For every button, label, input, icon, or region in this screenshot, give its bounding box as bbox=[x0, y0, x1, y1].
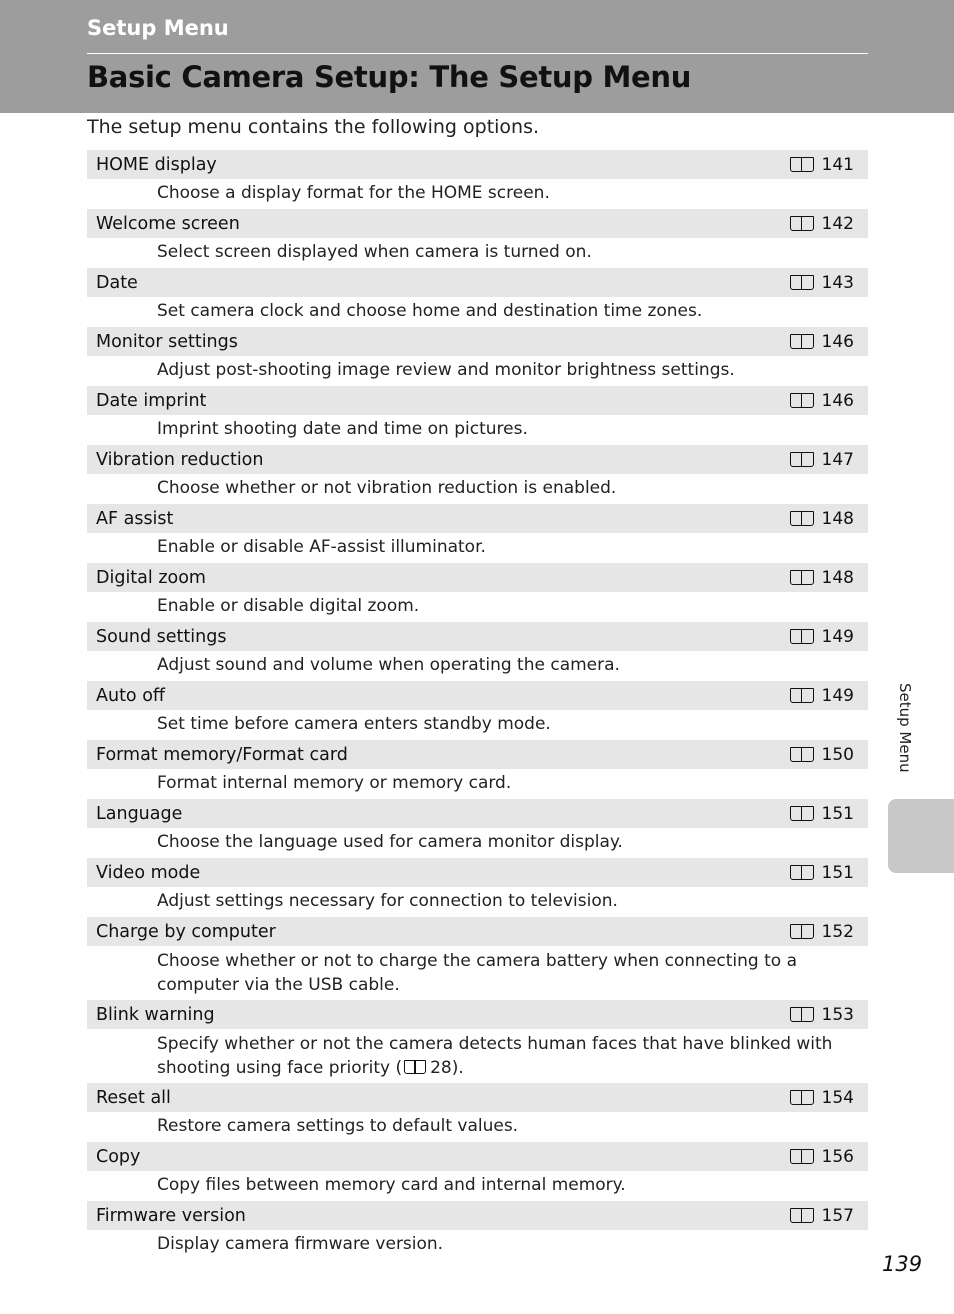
option-name: Copy bbox=[96, 1146, 141, 1167]
option-description: Choose whether or not to charge the camera battery when connecting to a computer via the USB cable. bbox=[157, 951, 797, 995]
option-name: AF assist bbox=[96, 508, 174, 529]
page-reference bbox=[790, 386, 854, 415]
option-name: Monitor settings bbox=[96, 331, 238, 352]
option-name: Sound settings bbox=[96, 626, 227, 647]
page-reference bbox=[790, 622, 854, 651]
book-icon bbox=[790, 452, 814, 467]
option-description bbox=[87, 1029, 868, 1083]
page-title: Basic Camera Setup: The Setup Menu bbox=[87, 60, 692, 94]
option-name: Date imprint bbox=[96, 390, 207, 411]
page-number-ref: 146 bbox=[821, 390, 854, 411]
side-section-label: Setup Menu bbox=[896, 683, 914, 773]
option-row-welcome-screen bbox=[87, 209, 868, 238]
option-row-copy bbox=[87, 1142, 868, 1171]
book-icon bbox=[790, 393, 814, 408]
page-reference bbox=[790, 681, 854, 710]
book-icon bbox=[790, 924, 814, 939]
page-reference bbox=[790, 1083, 854, 1112]
book-icon bbox=[790, 275, 814, 290]
page-number-ref: 151 bbox=[821, 862, 854, 883]
option-row-format-memory bbox=[87, 740, 868, 769]
option-name: Digital zoom bbox=[96, 567, 206, 588]
option-name: Welcome screen bbox=[96, 213, 240, 234]
option-description: Restore camera settings to default values. bbox=[157, 1116, 519, 1136]
option-description: Choose whether or not vibration reduction is enabled. bbox=[157, 478, 617, 498]
option-name: Auto off bbox=[96, 685, 165, 706]
page-number-ref: 151 bbox=[821, 803, 854, 824]
option-description: Format internal memory or memory card. bbox=[157, 773, 512, 793]
option-row-language bbox=[87, 799, 868, 828]
page-number-ref: 150 bbox=[821, 744, 854, 765]
page-number: 139 bbox=[882, 1252, 923, 1276]
option-row-auto-off bbox=[87, 681, 868, 710]
book-icon bbox=[790, 1208, 814, 1223]
option-name: Vibration reduction bbox=[96, 449, 264, 470]
page-reference bbox=[790, 327, 854, 356]
option-row-firmware-version bbox=[87, 1201, 868, 1230]
option-description: Adjust settings necessary for connection to television. bbox=[157, 891, 618, 911]
page-number-ref: 148 bbox=[821, 508, 854, 529]
page-number-ref: 146 bbox=[821, 331, 854, 352]
page-number-ref: 143 bbox=[821, 272, 854, 293]
option-name: Firmware version bbox=[96, 1205, 246, 1226]
book-icon bbox=[790, 1007, 814, 1022]
page-reference bbox=[790, 563, 854, 592]
option-row-blink-warning bbox=[87, 1000, 868, 1029]
inline-page-ref: 28 bbox=[430, 1058, 452, 1078]
page-reference bbox=[790, 445, 854, 474]
option-row-home-display bbox=[87, 150, 868, 179]
book-icon bbox=[790, 747, 814, 762]
section-title: Setup Menu bbox=[87, 16, 229, 40]
page-reference bbox=[790, 504, 854, 533]
header-divider bbox=[87, 53, 868, 54]
option-row-vibration-reduction bbox=[87, 445, 868, 474]
option-description: Choose the language used for camera monitor display. bbox=[157, 832, 623, 852]
page-number-ref: 141 bbox=[821, 154, 854, 175]
header-band bbox=[0, 0, 954, 113]
page-number-ref: 157 bbox=[821, 1205, 854, 1226]
page-reference bbox=[790, 1201, 854, 1230]
page-number-ref: 149 bbox=[821, 685, 854, 706]
option-row-date-imprint bbox=[87, 386, 868, 415]
book-icon bbox=[790, 688, 814, 703]
option-description: Set camera clock and choose home and destination time zones. bbox=[157, 301, 703, 321]
page-reference bbox=[790, 268, 854, 297]
option-row-sound-settings bbox=[87, 622, 868, 651]
description-text: Specify whether or not the camera detects human faces that have blinked with shooting using face priority ( bbox=[157, 1034, 833, 1078]
book-icon bbox=[790, 570, 814, 585]
option-name: Language bbox=[96, 803, 183, 824]
page-number-ref: 149 bbox=[821, 626, 854, 647]
option-description: Display camera firmware version. bbox=[157, 1234, 444, 1254]
page-number-ref: 142 bbox=[821, 213, 854, 234]
option-name: Format memory/Format card bbox=[96, 744, 348, 765]
option-row-digital-zoom bbox=[87, 563, 868, 592]
intro-text: The setup menu contains the following options. bbox=[87, 116, 540, 138]
page-reference bbox=[790, 740, 854, 769]
option-description: Choose a display format for the HOME screen. bbox=[157, 183, 550, 203]
option-description: Set time before camera enters standby mode. bbox=[157, 714, 551, 734]
page-number-ref: 147 bbox=[821, 449, 854, 470]
page-reference bbox=[790, 1142, 854, 1171]
option-description: Adjust sound and volume when operating the camera. bbox=[157, 655, 620, 675]
book-icon bbox=[790, 511, 814, 526]
option-description: Enable or disable AF-assist illuminator. bbox=[157, 537, 486, 557]
book-icon bbox=[790, 1090, 814, 1105]
option-description: Imprint shooting date and time on pictures. bbox=[157, 419, 528, 439]
option-row-monitor-settings bbox=[87, 327, 868, 356]
page-reference bbox=[790, 209, 854, 238]
book-icon bbox=[790, 334, 814, 349]
option-description: Copy files between memory card and internal memory. bbox=[157, 1175, 626, 1195]
page-number-ref: 156 bbox=[821, 1146, 854, 1167]
book-icon bbox=[790, 157, 814, 172]
page-number-ref: 148 bbox=[821, 567, 854, 588]
book-icon bbox=[790, 216, 814, 231]
option-row-af-assist bbox=[87, 504, 868, 533]
page-reference bbox=[790, 150, 854, 179]
description-tail: ). bbox=[451, 1058, 464, 1078]
option-row-reset-all bbox=[87, 1083, 868, 1112]
side-thumb-tab bbox=[888, 799, 954, 873]
option-name: Blink warning bbox=[96, 1004, 215, 1025]
option-row-video-mode bbox=[87, 858, 868, 887]
page-reference bbox=[790, 1000, 854, 1029]
option-name: HOME display bbox=[96, 154, 217, 175]
page-number-ref: 152 bbox=[821, 921, 854, 942]
option-name: Date bbox=[96, 272, 138, 293]
option-name: Video mode bbox=[96, 862, 201, 883]
book-icon bbox=[790, 1149, 814, 1164]
option-row-date bbox=[87, 268, 868, 297]
options-list bbox=[87, 150, 868, 1260]
option-description: Select screen displayed when camera is turned on. bbox=[157, 242, 592, 262]
page-reference bbox=[790, 858, 854, 887]
book-icon bbox=[404, 1060, 426, 1074]
page-reference bbox=[790, 917, 854, 946]
option-description: Adjust post-shooting image review and monitor brightness settings. bbox=[157, 360, 735, 380]
page-number-ref: 154 bbox=[821, 1087, 854, 1108]
option-description: Enable or disable digital zoom. bbox=[157, 596, 420, 616]
book-icon bbox=[790, 806, 814, 821]
book-icon bbox=[790, 629, 814, 644]
page-reference bbox=[790, 799, 854, 828]
book-icon bbox=[790, 865, 814, 880]
option-name: Reset all bbox=[96, 1087, 171, 1108]
option-row-charge-by-computer bbox=[87, 917, 868, 946]
option-name: Charge by computer bbox=[96, 921, 276, 942]
page-number-ref: 153 bbox=[821, 1004, 854, 1025]
